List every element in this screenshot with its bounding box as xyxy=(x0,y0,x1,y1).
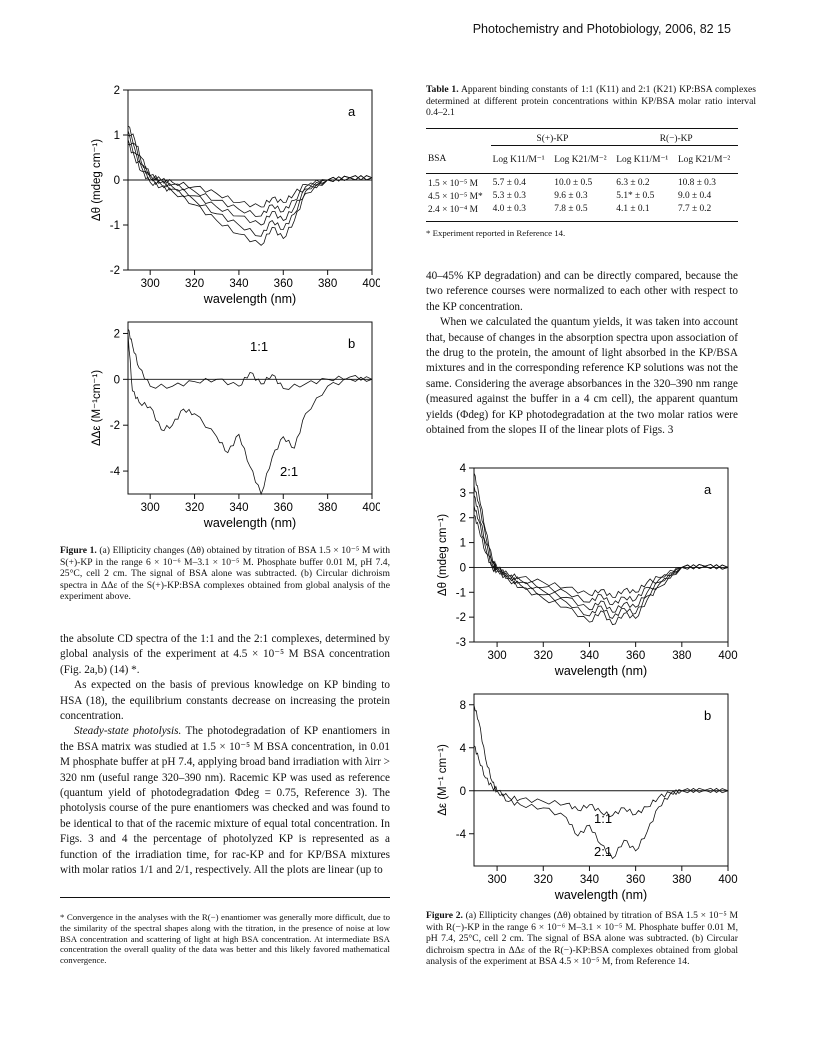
plot-frame xyxy=(474,694,728,866)
x-tick-label: 300 xyxy=(487,874,507,886)
figure-1-caption xyxy=(60,545,390,603)
x-tick-label: 340 xyxy=(579,650,600,662)
group-header-r: R(−)-KP xyxy=(659,134,693,144)
y-axis-label: Δθ (mdeg cm⁻¹) xyxy=(437,513,449,597)
y-tick-label: 4 xyxy=(459,463,466,475)
x-tick-label: 380 xyxy=(318,502,338,514)
series-annotation: 2:1 xyxy=(280,464,299,479)
x-tick-label: 320 xyxy=(533,874,553,886)
y-tick-label: -2 xyxy=(109,265,120,277)
table-cell: 5.7 ± 0.4 xyxy=(492,178,526,188)
series-line xyxy=(128,144,372,245)
y-tick-label: 1 xyxy=(459,537,466,550)
table-cell: 10.0 ± 0.5 xyxy=(554,178,593,188)
paragraph: The photodegradation of KP enantiomers in the BSA matrix was studied at 1.5 × 10⁻⁵ M BSA concentration, in 0.01 M phosphate buffer at pH 7.4, applying broad band irradiation with λirr > 320 nm (useful range 320–390 nm). Racemic KP was used as reference (quantum yield of photodegradation Φdeg = 0.75, Reference 3). The photolysis course of the pure enantiomers was checked and was found to be identical to that of the racemic mixture of equal total concentration. In Figs. 3 and 4 the percentage of photolyzed KP is represented as a function of the irradiation time, for rac-KP and for KP/BSA mixtures with molar ratios 1/1 and 2/1, respectively. All the plots are linear (up to xyxy=(60,725,390,877)
col-header: Log K21/M⁻² xyxy=(677,154,731,165)
series-line xyxy=(474,746,728,817)
table-cell: 5.3 ± 0.3 xyxy=(492,191,526,201)
panel-label: a xyxy=(348,104,356,119)
x-tick-label: 320 xyxy=(184,502,205,514)
paragraph: the absolute CD spectra of the 1:1 and the 2:1 complexes, determined by global analysis of the experiment at 4.5 × 10⁻⁵ M BSA concentration (Fig. 2a,b) (14) *. xyxy=(60,633,390,676)
figure-1a-plot xyxy=(80,80,380,308)
series-line xyxy=(474,485,728,604)
series-annotation: 1:1 xyxy=(250,339,269,354)
running-header: Photochemistry and Photobiology, 2006, 82 15 xyxy=(472,22,731,36)
table-footnote: * Experiment reported in Reference 14. xyxy=(426,227,566,238)
table-1-label: Table 1. xyxy=(426,84,459,95)
y-tick-label: -3 xyxy=(455,637,466,649)
col-header: Log K21/M⁻² xyxy=(554,154,607,165)
x-tick-label: 400 xyxy=(718,874,738,886)
table-1 xyxy=(426,128,738,238)
table-cell: 10.8 ± 0.3 xyxy=(677,178,716,188)
panel-label: b xyxy=(704,708,712,723)
y-tick-label: -4 xyxy=(455,828,466,841)
y-axis-label: ΔΔε (M⁻¹cm⁻¹) xyxy=(91,369,103,447)
table-cell: 1.5 × 10⁻⁵ M xyxy=(428,178,478,189)
footnote: * Convergence in the analyses with the R(−) enantiomer was generally more difficult, due to the similarity of the spectral shapes along with the titration, in the presence of noise at low BSA concentration and scattering of light at high BSA concentration. At intermediate BSA concentration the overall quality of the data was better and this likely favored mathematical convergence. xyxy=(60,912,390,966)
y-tick-label: -2 xyxy=(109,420,120,433)
left-column-text xyxy=(60,632,390,879)
panel-label: b xyxy=(348,336,356,351)
table-cell: 9.0 ± 0.4 xyxy=(677,191,712,201)
right-column-text xyxy=(426,269,738,438)
figure-2b xyxy=(426,688,738,910)
y-tick-label: 0 xyxy=(459,785,466,798)
x-axis-label: wavelength (nm) xyxy=(203,292,297,306)
series-line xyxy=(128,329,372,390)
y-tick-label: 8 xyxy=(459,699,466,712)
figure-1b xyxy=(80,316,380,538)
y-tick-label: 3 xyxy=(459,487,466,500)
figure-1b-plot xyxy=(80,316,380,538)
y-tick-label: 4 xyxy=(459,742,466,755)
table-cell: 4.1 ± 0.1 xyxy=(616,204,650,214)
col-header: Log K11/M⁻¹ xyxy=(492,154,545,165)
figure-1-caption-text: (a) Ellipticity changes (Δθ) obtained by titration of BSA 1.5 × 10⁻⁵ M with S(+)-KP in the range 6 × 10⁻⁶ M–3.1 × 10⁻⁵ M. Phosphate buffer 0.01 M, pH 7.4, 25°C, cell 2 cm. The signal of BSA alone was subtracted. (b) Circular dichroism spectra in ΔΔε of the S(+)-KP:BSA complexes obtained from global analysis of the experiment above. xyxy=(60,545,390,603)
table-cell: 4.0 ± 0.3 xyxy=(492,204,526,214)
x-tick-label: 340 xyxy=(229,502,249,514)
series-line xyxy=(128,126,372,207)
col-header: BSA xyxy=(428,154,447,164)
figure-2b-plot xyxy=(426,688,738,910)
x-tick-label: 380 xyxy=(672,650,692,662)
y-tick-label: -4 xyxy=(109,466,120,479)
series-annotation: 1:1 xyxy=(594,811,613,826)
x-tick-label: 320 xyxy=(533,650,553,662)
paragraph: When we calculated the quantum yields, it was taken into account that, because of changes in the absorption spectra upon association of the drug to the protein, the amount of light absorbed in the KP/BSA mixtures and in the corresponding reference KP solutions was not the same. Considering the average absorbances in the 320–390 nm range (measured against the buffer in a 4 cm cell), the apparent quantum yields (Φdeg) for KP photodegradation at the two molar ratios were obtained from the slopes II of the linear plots of Figs. 3 xyxy=(426,316,738,437)
x-tick-label: 380 xyxy=(318,278,338,290)
y-tick-label: 1 xyxy=(113,130,120,142)
series-line xyxy=(128,334,372,495)
y-tick-label: -1 xyxy=(109,220,120,232)
figure-1a xyxy=(80,80,380,308)
x-tick-label: 300 xyxy=(487,650,507,662)
table-cell: 9.6 ± 0.3 xyxy=(554,191,588,201)
series-annotation: 2:1 xyxy=(594,844,613,859)
figure-1-caption-label: Figure 1. xyxy=(60,545,97,556)
figure-2-caption xyxy=(426,910,738,968)
table-1-title-text: Apparent binding constants of 1:1 (K11) and 2:1 (K21) KP:BSA complexes determined at different protein concentrations within KP/BSA molar ratio interval 0.4–2.1 xyxy=(426,84,757,119)
y-tick-label: 2 xyxy=(113,328,120,341)
group-header-s: S(+)-KP xyxy=(536,134,569,144)
x-tick-label: 400 xyxy=(362,502,380,514)
series-line xyxy=(474,515,728,624)
x-tick-label: 360 xyxy=(626,874,646,886)
series-line xyxy=(128,140,372,237)
panel-label: a xyxy=(704,482,712,497)
table-cell: 4.5 × 10⁻⁵ M* xyxy=(428,191,483,202)
series-line xyxy=(128,131,372,217)
x-tick-label: 300 xyxy=(140,502,160,514)
figure-2-caption-label: Figure 2. xyxy=(426,910,463,921)
table-row xyxy=(426,190,738,203)
y-tick-label: -2 xyxy=(455,612,466,625)
footnote-rule xyxy=(60,897,390,898)
col-header: Log K11/M⁻¹ xyxy=(616,154,669,165)
x-axis-label: wavelength (nm) xyxy=(554,888,648,902)
y-tick-label: 2 xyxy=(113,85,120,97)
table-cell: 6.3 ± 0.2 xyxy=(616,178,650,188)
x-tick-label: 340 xyxy=(579,874,600,886)
y-tick-label: 0 xyxy=(459,562,466,575)
x-axis-label: wavelength (nm) xyxy=(554,664,648,678)
paragraph: 40–45% KP degradation) and can be directly compared, because the two reference courses were normalized to each other with respect to the KP concentration. xyxy=(426,270,738,313)
y-tick-label: -1 xyxy=(455,587,466,600)
section-heading: Steady-state photolysis. xyxy=(74,725,182,738)
figure-2a-plot xyxy=(426,460,738,685)
y-axis-label: Δθ (mdeg cm⁻¹) xyxy=(91,138,103,222)
x-tick-label: 360 xyxy=(273,502,293,514)
y-tick-label: 0 xyxy=(113,175,120,187)
table-cell: 5.1* ± 0.5 xyxy=(616,191,655,201)
x-axis-label: wavelength (nm) xyxy=(203,516,297,530)
plot-frame xyxy=(474,468,728,642)
y-tick-label: 2 xyxy=(459,512,466,525)
x-tick-label: 340 xyxy=(229,278,249,290)
table-cell: 7.8 ± 0.5 xyxy=(554,204,588,214)
x-tick-label: 360 xyxy=(273,278,293,290)
table-cell: 7.7 ± 0.2 xyxy=(677,204,712,214)
x-tick-label: 400 xyxy=(718,650,738,662)
table-1-title xyxy=(426,84,756,119)
y-axis-label: Δε (M⁻¹ cm⁻¹) xyxy=(437,744,449,816)
table-row xyxy=(426,203,738,222)
table-cell: 2.4 × 10⁻⁴ M xyxy=(428,204,478,215)
y-tick-label: 0 xyxy=(113,374,120,387)
paragraph: As expected on the basis of previous knowledge on KP binding to HSA (18), the equilibrium constants decrease on increasing the protein concentration. xyxy=(60,679,390,723)
x-tick-label: 320 xyxy=(184,278,205,290)
table-row xyxy=(426,174,738,190)
x-tick-label: 300 xyxy=(140,278,160,290)
x-tick-label: 400 xyxy=(362,278,380,290)
x-tick-label: 380 xyxy=(672,874,692,886)
x-tick-label: 360 xyxy=(626,650,646,662)
series-line xyxy=(474,705,728,859)
figure-2-caption-text: (a) Ellipticity changes (Δθ) obtained by titration of BSA 1.5 × 10⁻⁵ M with R(−)-KP in the range 6 × 10⁻⁶ M–3.1 × 10⁻⁵ M. Phosphate buffer 0.01 M, pH 7.4, 25°C, cell 2 cm. The signal of BSA alone was subtracted. (b) Circular dichroism spectra in ΔΔε of the R(−)-KP:BSA complexes obtained from global analysis of the experiment at BSA 4.5 × 10⁻⁵ M, from Reference 14. xyxy=(426,910,738,968)
figure-2a xyxy=(426,460,738,685)
